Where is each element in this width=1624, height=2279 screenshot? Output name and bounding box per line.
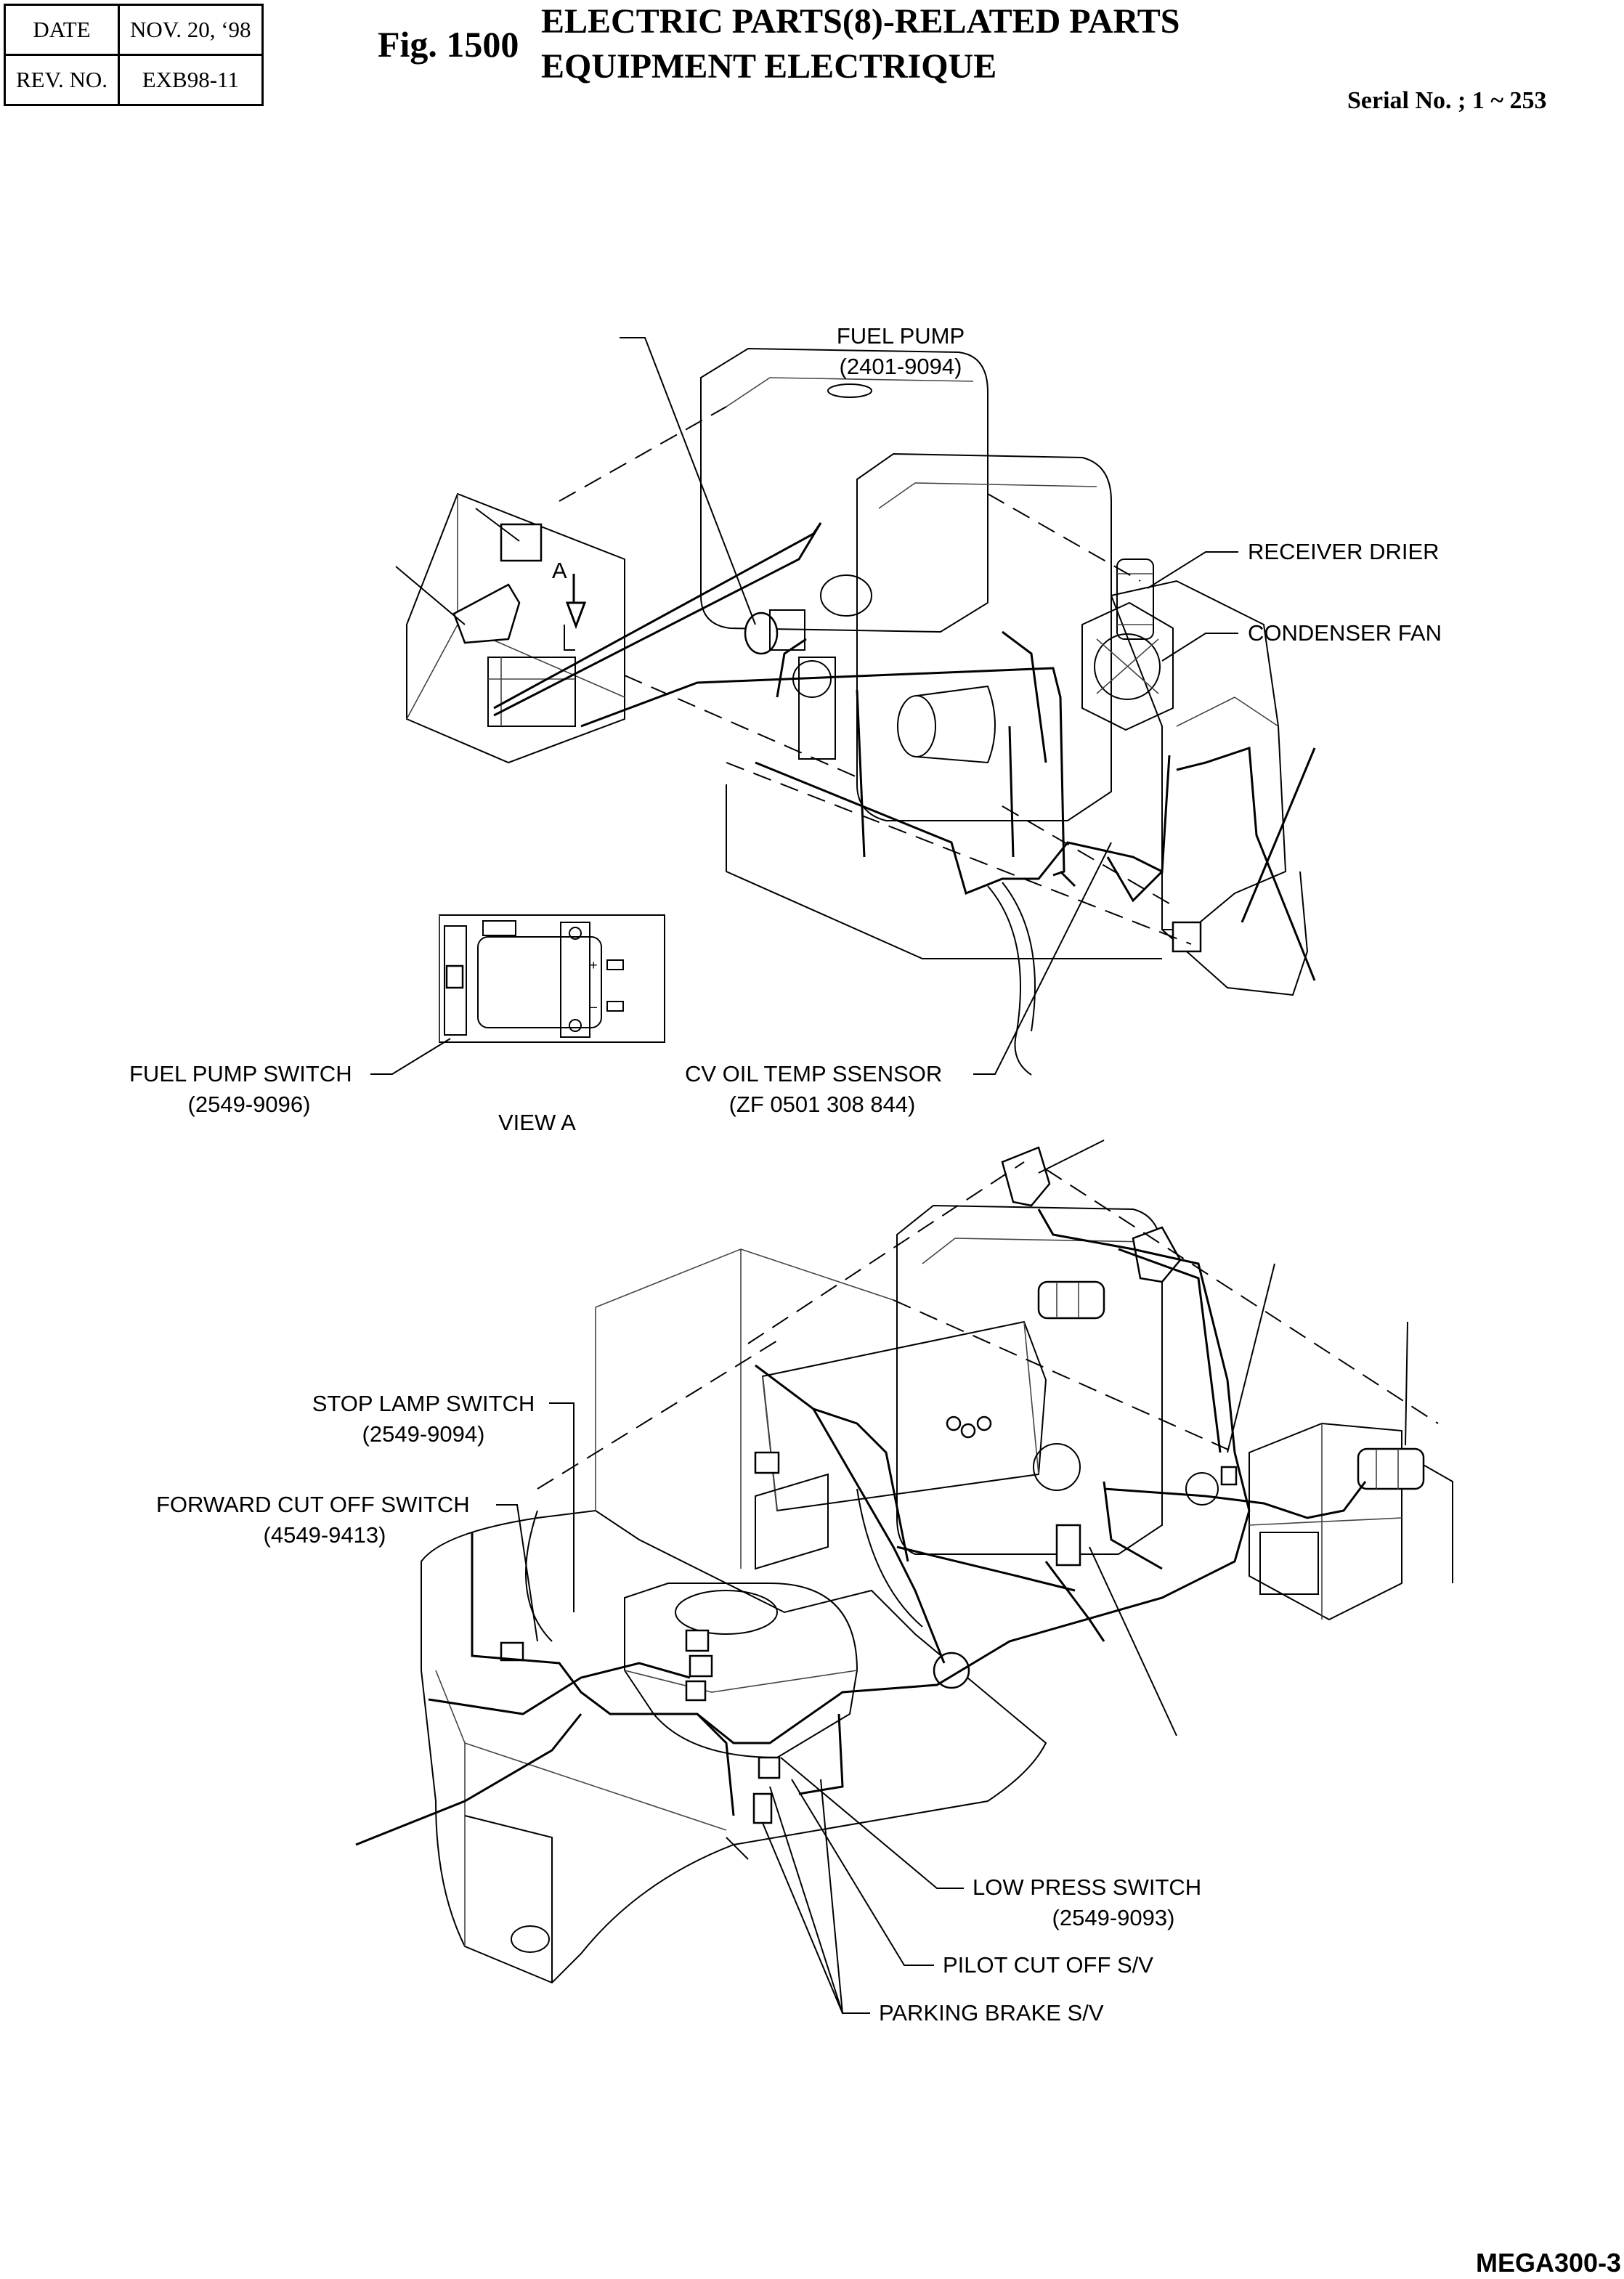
lamp-callout-leader: [1039, 1140, 1104, 1173]
parking-brake-sv-leader: [763, 1779, 870, 2013]
rev-label: REV. NO.: [5, 55, 119, 105]
figure-number: Fig. 1500: [378, 24, 519, 65]
receiver-drier-label: RECEIVER DRIER: [1248, 539, 1440, 564]
view-a-caption: VIEW A: [498, 1110, 576, 1135]
view-a-arrow-label: A: [552, 558, 567, 583]
receiver-drier-leader: [1148, 552, 1238, 588]
cv-oil-temp-sensor-part-number: (ZF 0501 308 844): [728, 1092, 916, 1117]
view-a-detail: [439, 915, 665, 1042]
parking-brake-sv-label: PARKING BRAKE S/V: [879, 2000, 1104, 2026]
rev-value: EXB98-11: [119, 55, 263, 105]
cv-oil-temp-sensor-label: CV OIL TEMP SSENSOR: [685, 1061, 943, 1086]
document-number: MEGA300-3: [1476, 2248, 1622, 2278]
stop-lamp-switch-part-number: (2549-9094): [362, 1421, 485, 1447]
switch-callout-leader: [1227, 1264, 1275, 1453]
low-press-switch-part-number: (2549-9093): [1052, 1905, 1175, 1930]
pilot-cut-off-sv-leader: [792, 1779, 934, 1965]
forward-cut-off-switch-label: FORWARD CUT OFF SWITCH: [156, 1492, 470, 1517]
forward-cut-off-switch-part-number: (4549-9413): [263, 1522, 386, 1548]
svg-text:+: +: [590, 958, 598, 972]
title-french: EQUIPMENT ELECTRIQUE: [541, 47, 997, 86]
title-english: ELECTRIC PARTS(8)-RELATED PARTS: [541, 2, 1180, 41]
lower-assembly-drawing: [356, 1147, 1453, 1983]
fuel-pump-part-number: (2401-9094): [839, 354, 962, 379]
low-press-switch-leader: [781, 1758, 964, 1888]
date-label: DATE: [5, 5, 119, 55]
svg-text:–: –: [590, 999, 598, 1014]
forward-cut-off-switch-leader: [496, 1505, 537, 1641]
condenser-fan-label: CONDENSER FAN: [1248, 620, 1442, 646]
stop-lamp-switch-label: STOP LAMP SWITCH: [312, 1391, 535, 1416]
fuel-pump-switch-part-number: (2549-9096): [187, 1092, 311, 1117]
relay-callout-leader: [1089, 1547, 1177, 1736]
fuel-pump-leader: [620, 338, 755, 625]
fuel-pump-switch-label: FUEL PUMP SWITCH: [129, 1061, 352, 1086]
upper-assembly-drawing: [396, 349, 1315, 1075]
fuel-pump-label: FUEL PUMP: [836, 323, 965, 349]
stop-lamp-switch-leader: [549, 1403, 574, 1612]
low-press-switch-label: LOW PRESS SWITCH: [973, 1874, 1202, 1900]
rear-lamp-callout-leader: [1405, 1322, 1408, 1445]
fuel-pump-switch-leader: [370, 1039, 450, 1074]
serial-range: Serial No. ; 1 ~ 253: [1347, 87, 1547, 114]
pilot-cut-off-sv-label: PILOT CUT OFF S/V: [943, 1952, 1153, 1978]
date-value: NOV. 20, ‘98: [119, 5, 263, 55]
